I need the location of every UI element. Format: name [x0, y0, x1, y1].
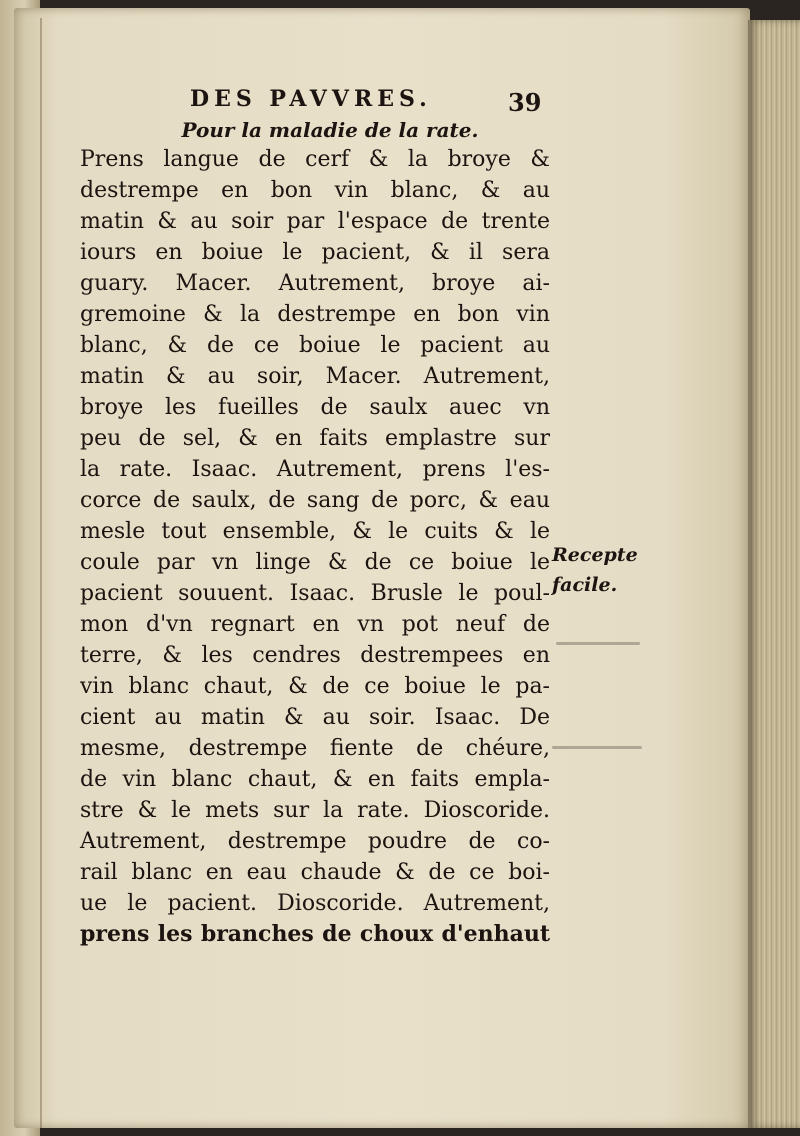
ink-smudge — [556, 642, 640, 645]
text-line: terre, & les cendres destrempees en — [80, 643, 550, 668]
text-line: pacient souuent. Isaac. Brusle le poul- — [80, 581, 550, 606]
text-line: cient au matin & au soir. Isaac. De — [80, 705, 550, 730]
text-line: Prens langue de cerf & la broye & — [80, 147, 550, 172]
page-number: 39 — [508, 88, 542, 117]
text-line: guary. Macer. Autrement, broye ai- — [80, 271, 550, 296]
ink-smudge — [552, 746, 642, 749]
text-line: stre & le mets sur la rate. Dioscoride. — [80, 798, 550, 823]
body-text — [80, 144, 550, 950]
section-title: Pour la maladie de la rate. — [181, 118, 479, 142]
text-line: gremoine & la destrempe en bon vin — [80, 302, 550, 327]
text-line: la rate. Isaac. Autrement, prens l'es- — [80, 457, 550, 482]
text-line: iours en boiue le pacient, & il sera — [80, 240, 550, 265]
text-line: matin & au soir par l'espace de trente — [80, 209, 550, 234]
text-line: mesme, destrempe fiente de chéure, — [80, 736, 550, 761]
text-line: mon d'vn regnart en vn pot neuf de — [80, 612, 550, 637]
margin-note-line-1: Recepte — [552, 544, 638, 566]
text-line: broye les fueilles de saulx auec vn — [80, 395, 550, 420]
page-edges-stack — [748, 20, 800, 1128]
text-line: Autrement, destrempe poudre de co- — [80, 829, 550, 854]
running-head — [80, 82, 550, 116]
text-line: mesle tout ensemble, & le cuits & le — [80, 519, 550, 544]
text-line: coule par vn linge & de ce boiue le — [80, 550, 550, 575]
text-line: corce de saulx, de sang de porc, & eau — [80, 488, 550, 513]
text-line: vin blanc chaut, & de ce boiue le pa- — [80, 674, 550, 699]
text-line: destrempe en bon vin blanc, & au — [80, 178, 550, 203]
text-line: peu de sel, & en faits emplastre sur — [80, 426, 550, 451]
text-block — [80, 82, 550, 950]
gutter-line — [40, 18, 42, 1128]
margin-note-line-2: facile. — [552, 574, 618, 596]
running-head-title: DES PAVVRES. — [190, 86, 432, 112]
margin-note — [552, 540, 638, 600]
text-line-catchword: prens les branches de choux d'enhaut — [80, 921, 550, 947]
text-line: de vin blanc chaut, & en faits empla- — [80, 767, 550, 792]
text-line: ue le pacient. Dioscoride. Autrement, — [80, 891, 550, 916]
text-line: rail blanc en eau chaude & de ce boi- — [80, 860, 550, 885]
text-line: blanc, & de ce boiue le pacient au — [80, 333, 550, 358]
text-line: matin & au soir, Macer. Autrement, — [80, 364, 550, 389]
